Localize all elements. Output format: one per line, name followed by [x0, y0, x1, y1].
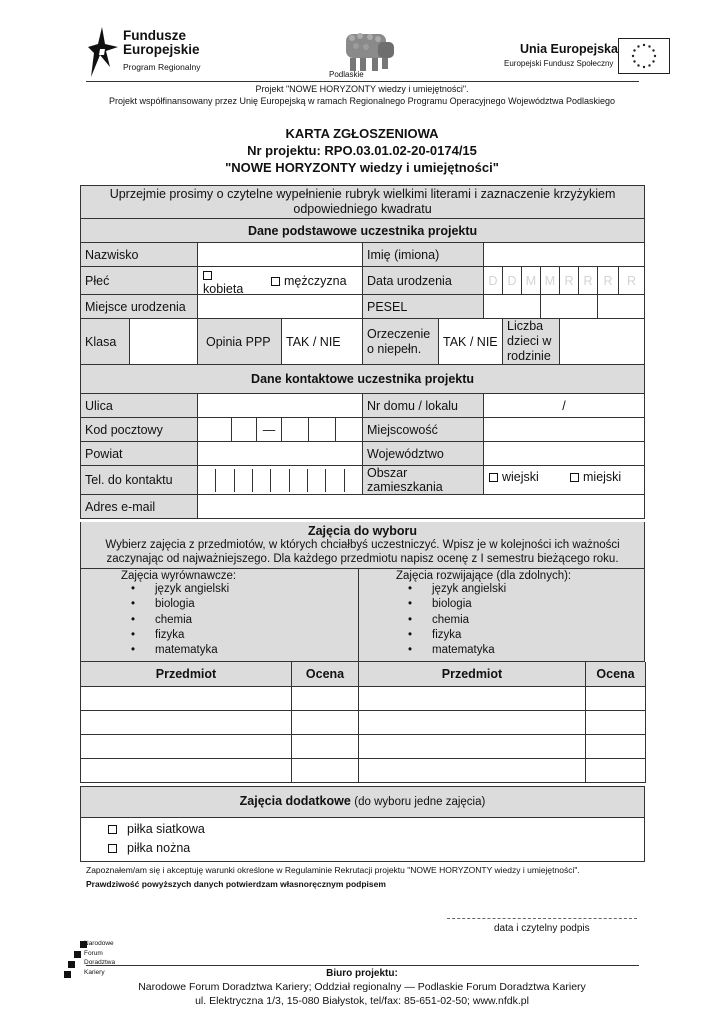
fe-logo-sub: Program Regionalny — [123, 62, 201, 72]
podlaskie-logo-text: Podlaskie — [329, 70, 364, 79]
phone-input[interactable] — [198, 466, 363, 495]
project-line: Projekt "NOWE HORYZONTY wiedzy i umiejętności". — [255, 84, 469, 94]
col-subject-header: Przedmiot — [81, 662, 292, 687]
residence-area-options — [484, 466, 645, 495]
residence-area-label: Obszar zamieszkania — [363, 466, 484, 495]
fe-logo — [88, 27, 218, 79]
street-label: Ulica — [81, 394, 198, 418]
children-count-label: Liczba dzieci w rodzinie — [503, 319, 560, 365]
football-checkbox[interactable] — [108, 844, 117, 853]
nfdk-logo-word: Forum — [84, 949, 103, 957]
nfdk-step-icon — [68, 961, 75, 968]
subject-input[interactable] — [359, 687, 586, 711]
extra-option-label: piłka siatkowa — [127, 822, 205, 836]
extra-options — [80, 818, 645, 862]
ppp-opinion-label: Opinia PPP — [198, 319, 282, 365]
email-label: Adres e-mail — [81, 495, 198, 519]
extra-note: (do wyboru jedne zajęcia) — [354, 796, 486, 808]
grade-input[interactable] — [586, 711, 646, 735]
district-input[interactable] — [198, 442, 363, 466]
extra-title: Zajęcia dodatkowe — [239, 794, 351, 808]
grade-input[interactable] — [292, 735, 359, 759]
subjects-table — [80, 662, 646, 783]
city-label: Miejscowość — [363, 418, 484, 442]
postal-digit-2[interactable] — [232, 418, 257, 442]
female-option[interactable] — [203, 268, 243, 296]
advanced-item: • chemia — [432, 613, 644, 628]
disability-label: Orzeczenie o niepełn. — [363, 319, 439, 365]
male-label: mężczyzna — [284, 274, 347, 288]
podlaskie-logo — [326, 30, 402, 82]
female-checkbox[interactable] — [203, 271, 212, 280]
voivodeship-label: Województwo — [363, 442, 484, 466]
urban-label: miejski — [583, 470, 622, 484]
birth-day-digit-2[interactable]: D — [503, 267, 522, 295]
birth-month-digit-2[interactable]: M — [541, 267, 560, 295]
advanced-item: • fizyka — [432, 628, 644, 643]
house-no-label: Nr domu / lokalu — [363, 394, 484, 418]
title-line2: Nr projektu: RPO.03.01.02-20-0174/15 — [247, 143, 477, 158]
grade-input[interactable] — [292, 711, 359, 735]
subject-input[interactable] — [359, 759, 586, 783]
voivodeship-input[interactable] — [484, 442, 645, 466]
signature-label: data i czytelny podpis — [494, 923, 590, 934]
birth-year-digit-2[interactable]: R — [579, 267, 598, 295]
postal-code-label: Kod pocztowy — [81, 418, 198, 442]
header-rule — [86, 81, 639, 82]
children-count-input[interactable] — [560, 319, 645, 365]
subject-input[interactable] — [81, 759, 292, 783]
remedial-item: • biologia — [155, 597, 358, 612]
fe-logo-line1: Fundusze — [123, 28, 186, 43]
fe-logo-line2: Europejskie — [123, 42, 200, 57]
rural-label: wiejski — [502, 470, 539, 484]
classes-title: Zajęcia do wyboru — [307, 524, 418, 538]
surname-label: Nazwisko — [81, 243, 198, 267]
city-input[interactable] — [484, 418, 645, 442]
sex-options — [198, 267, 363, 295]
birth-year-digit-1[interactable]: R — [560, 267, 579, 295]
nfdk-logo-word: Kariery — [84, 968, 105, 976]
office-title: Biuro projektu: — [326, 968, 398, 979]
birth-year-digit-3[interactable]: R — [598, 267, 619, 295]
section-contact: Dane kontaktowe uczestnika projektu — [81, 365, 645, 394]
fe-star-icon — [88, 27, 118, 77]
disability-value[interactable]: TAK / NIE — [439, 319, 503, 365]
advanced-item: • matematyka — [432, 643, 644, 658]
class-label: Klasa — [81, 319, 130, 365]
postal-digit-3[interactable] — [282, 418, 309, 442]
postal-dash: — — [257, 418, 282, 442]
volleyball-checkbox[interactable] — [108, 825, 117, 834]
phone-digit-boxes — [198, 469, 362, 492]
advanced-list — [374, 582, 644, 658]
subject-input[interactable] — [81, 735, 292, 759]
col-grade-header-2: Ocena — [586, 662, 646, 687]
office-org: Narodowe Forum Doradztwa Kariery; Oddział regionalny — Podlaskie Forum Doradztwa Kariery — [138, 981, 586, 993]
ue-logo — [500, 38, 670, 78]
nfdk-step-icon — [74, 951, 81, 958]
remedial-item: • fizyka — [155, 628, 358, 643]
eu-flag-icon — [618, 38, 670, 74]
consent-text: Zapoznałem/am się i akceptuję warunki określone w Regulaminie Rekrutacji projektu "NOWE HORYZONTY wiedzy i umiejętności". — [86, 865, 580, 875]
birth-place-input[interactable] — [198, 295, 363, 319]
phone-label: Tel. do kontaktu — [81, 466, 198, 495]
subject-input[interactable] — [359, 735, 586, 759]
street-input[interactable] — [198, 394, 363, 418]
ppp-opinion-value[interactable]: TAK / NIE — [282, 319, 363, 365]
remedial-list — [97, 582, 358, 658]
extra-option-label: piłka nożna — [127, 841, 191, 855]
grade-input[interactable] — [292, 759, 359, 783]
male-checkbox[interactable] — [271, 277, 280, 286]
title-line1: KARTA ZGŁOSZENIOWA — [285, 126, 439, 141]
postal-digit-1[interactable] — [198, 418, 232, 442]
female-label: kobieta — [203, 282, 244, 296]
classes-lists — [80, 569, 645, 662]
birth-place-label: Miejsce urodzenia — [81, 295, 198, 319]
nfdk-step-icon — [64, 971, 71, 978]
grade-input[interactable] — [586, 735, 646, 759]
footer-rule — [86, 965, 639, 966]
grade-input[interactable] — [586, 759, 646, 783]
advanced-item: • biologia — [432, 597, 644, 612]
ue-logo-title: Unia Europejska — [520, 42, 618, 56]
pesel-input-3[interactable] — [598, 295, 645, 319]
remedial-item: • chemia — [155, 613, 358, 628]
section-basic: Dane podstawowe uczestnika projektu — [81, 219, 645, 243]
nfdk-logo-word: Narodowe — [84, 940, 114, 947]
postal-digit-5[interactable] — [336, 418, 363, 442]
pesel-input-2[interactable] — [541, 295, 598, 319]
intro-text: Uprzejmie prosimy o czytelne wypełnienie rubryk wielkimi literami i zaznaczenie krzyżykiem odpowiedniego kwadratu — [81, 186, 645, 219]
rural-option[interactable] — [489, 470, 539, 484]
advanced-item: • język angielski — [432, 582, 644, 597]
birth-day-digit-1[interactable]: D — [484, 267, 503, 295]
birth-date-label: Data urodzenia — [363, 267, 484, 295]
extra-option[interactable] — [108, 841, 190, 855]
col-grade-header: Ocena — [292, 662, 359, 687]
office-address: ul. Elektryczna 1/3, 15-080 Białystok, tel/fax: 85-651-02-50; www.nfdk.pl — [195, 995, 529, 1007]
postal-digit-4[interactable] — [309, 418, 336, 442]
district-label: Powiat — [81, 442, 198, 466]
classes-header — [80, 522, 645, 569]
advanced-title: Zajęcia rozwijające (dla zdolnych): — [396, 570, 572, 582]
cofinance-line: Projekt współfinansowany przez Unię Europejską w ramach Regionalnego Programu Operacyjnego Województwa Podlaskiego — [108, 96, 616, 106]
signature-line[interactable] — [447, 918, 637, 919]
urban-option[interactable] — [570, 470, 621, 484]
ue-logo-sub: Europejski Fundusz Społeczny — [504, 59, 614, 68]
title-line3: "NOWE HORYZONTY wiedzy i umiejętności" — [225, 160, 499, 175]
grade-input[interactable] — [292, 687, 359, 711]
col-subject-header-2: Przedmiot — [359, 662, 586, 687]
remedial-item: • matematyka — [155, 643, 358, 658]
rural-checkbox[interactable] — [489, 473, 498, 482]
email-input[interactable] — [198, 495, 645, 519]
grade-input[interactable] — [586, 687, 646, 711]
classes-instruction: Wybierz zajęcia z przedmiotów, w których chciałbyś uczestniczyć. Wpisz je w kolejności ich ważności zaczynając od najważniejszego. Dla każdego przedmiotu napisz ocenę z I semestru bieżącego roku. — [105, 539, 620, 565]
first-name-input[interactable] — [484, 243, 645, 267]
urban-checkbox[interactable] — [570, 473, 579, 482]
subject-input[interactable] — [81, 687, 292, 711]
participant-form-table — [80, 185, 645, 519]
male-option[interactable] — [271, 274, 347, 288]
extra-header — [80, 786, 645, 818]
sex-label: Płeć — [81, 267, 198, 295]
remedial-item: • język angielski — [155, 582, 358, 597]
remedial-title: Zajęcia wyrównawcze: — [121, 570, 237, 582]
first-name-label: Imię (imiona) — [363, 243, 484, 267]
bison-icon — [326, 30, 402, 72]
subject-input[interactable] — [359, 711, 586, 735]
nfdk-logo-word: Doradztwa — [84, 959, 116, 966]
consent-confirm: Prawdziwość powyższych danych potwierdzam własnoręcznym podpisem — [86, 879, 386, 889]
subject-input[interactable] — [81, 711, 292, 735]
class-input[interactable] — [130, 319, 198, 365]
form-title — [80, 125, 644, 176]
birth-month-digit-1[interactable]: M — [522, 267, 541, 295]
surname-input[interactable] — [198, 243, 363, 267]
extra-option[interactable] — [108, 822, 205, 836]
remedial-column — [81, 569, 359, 661]
pesel-label: PESEL — [363, 295, 484, 319]
house-no-input[interactable]: / — [484, 394, 645, 418]
birth-year-digit-4[interactable]: R — [619, 267, 645, 295]
pesel-input-1[interactable] — [484, 295, 541, 319]
advanced-column — [359, 569, 644, 661]
